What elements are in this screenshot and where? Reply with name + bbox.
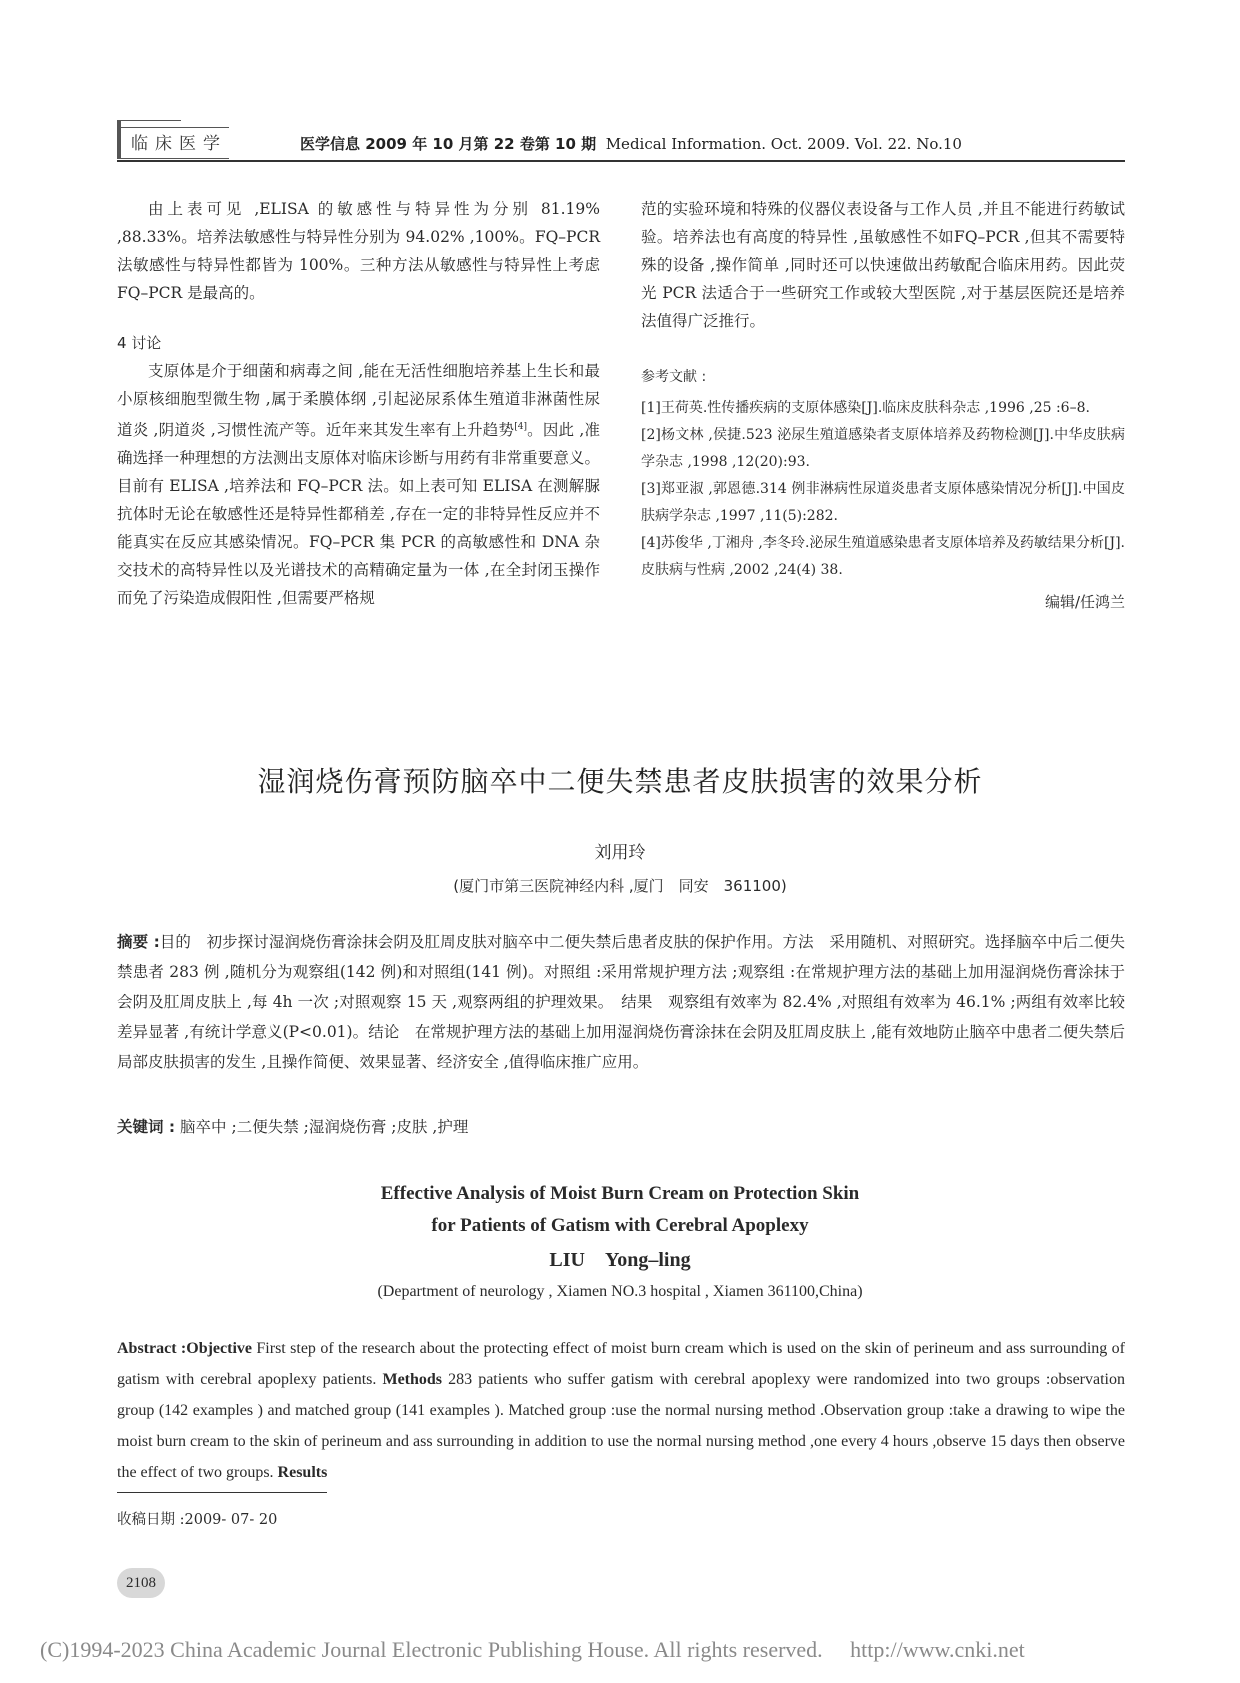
keywords-label: 关键词 : xyxy=(117,1118,176,1136)
copyright-notice: (C)1994-2023 China Academic Journal Electronic Publishing House. All rights reserved. http://www.cnki.net xyxy=(40,1637,1025,1662)
prev-article-left-column xyxy=(117,195,600,612)
abstract-en-label: Abstract :Objective xyxy=(117,1340,253,1357)
editor-credit: 编辑/任鸿兰 xyxy=(1044,593,1125,611)
article-title-en xyxy=(0,1178,1240,1242)
author-cn: 刘用玲 xyxy=(594,843,646,863)
prev-article-right-column xyxy=(641,195,1125,616)
results-paragraph: 由上表可见 ,ELISA 的敏感性与特异性为分别 81.19% ,88.33%。培养法敏感性与特异性分别为 94.02% ,100%。FQ–PCR 法敏感性与特异性都皆为 100%。三种方法从敏感性与特异性上考虑 FQ–PCR 是最高的。 xyxy=(117,200,600,302)
discussion-paragraph-cont: 范的实验环境和特殊的仪器仪表设备与工作人员 ,并且不能进行药敏试验。培养法也有高度的特异性 ,虽敏感性不如FQ–PCR ,但其不需要特殊的设备 ,操作简单 ,同时还可以快速做出药敏配合临床用药。因此荧光 PCR 法适合于一些研究工作或较大型医院 ,对于基层医院还是培养法值得广泛推行。 xyxy=(641,200,1125,330)
reference-item: [4]苏俊华 ,丁湘舟 ,李冬玲.泌尿生殖道感染患者支原体培养及药敏结果分析[J].皮肤病与性病 ,2002 ,24(4) 38. xyxy=(641,535,1125,578)
discussion-text: 支原体是介于细菌和病毒之间 ,能在无活性细胞培养基上生长和最小原核细胞型微生物 ,属于柔膜体纲 ,引起泌尿系体生殖道非淋菌性尿道炎 ,阴道炎 ,习惯性流产等。近年来其发生率有上升趋势 xyxy=(117,362,600,440)
affiliation-en: (Department of neurology , Xiamen NO.3 hospital , Xiamen 361100,China) xyxy=(377,1283,863,1300)
references-list xyxy=(641,395,1125,584)
affiliation-cn: (厦门市第三医院神经内科 ,厦门 同安 361100) xyxy=(453,877,787,895)
author-en: LIU Yong–ling xyxy=(549,1249,691,1271)
header-rule xyxy=(117,160,1125,162)
abstract-label: 摘要 : xyxy=(117,933,160,951)
title-en-line-1: Effective Analysis of Moist Burn Cream on Protection Skin xyxy=(380,1183,860,1204)
page-number: 2108 xyxy=(117,1568,165,1598)
abstract-cn-text: 目的 初步探讨湿润烧伤膏涂抹会阴及肛周皮肤对脑卒中二便失禁后患者皮肤的保护作用。方法 采用随机、对照研究。选择脑卒中后二便失禁患者 283 例 ,随机分为观察组(142 例)和对照组(141 例)。对照组 :采用常规护理方法 ;观察组 :在常规护理方法的基础上加用湿润烧伤膏涂抹于会阴及肛周皮肤上 ,每 4h 一次 ;对照观察 15 天 ,观察两组的护理效果。 结果 观察组有效率为 82.4% ,对照组有效率为 46.1% ;两组有效率比较差异显著 ,有统计学意义(P<0.01)。结论 在常规护理方法的基础上加用湿润烧伤膏涂抹在会阴及肛周皮肤上 ,能有效地防止脑卒中患者二便失禁后局部皮肤损害的发生 ,且操作简便、效果显著、经济安全 ,值得临床推广应用。 xyxy=(117,933,1125,1071)
results-label: Results xyxy=(277,1464,328,1481)
journal-citation xyxy=(300,133,962,154)
reference-item: [1]王荷英.性传播疾病的支原体感染[J].临床皮肤科杂志 ,1996 ,25 :6–8. xyxy=(641,400,1090,416)
article-title-cn: 湿润烧伤膏预防脑卒中二便失禁患者皮肤损害的效果分析 xyxy=(257,765,983,798)
reference-item: [3]郑亚淑 ,郭恩德.314 例非淋病性尿道炎患者支原体感染情况分析[J].中国皮肤病学杂志 ,1997 ,11(5):282. xyxy=(641,481,1125,524)
abstract-en-methods: 283 patients who suffer gatism with cerebral apoplexy were randomized into two groups :observation group (142 examples ) and matched group (141 examples ). Matched group :use the normal nursing method .Observation group :take a drawing to wipe the moist burn cream to the skin of perineum and ass surrounding in addition to use the normal nursing method ,one every 4 hours ,observe 15 days then observe the effect of two groups. xyxy=(117,1371,1125,1481)
methods-label: Methods xyxy=(382,1371,443,1388)
references-heading: 参考文献 : xyxy=(641,369,707,385)
citation-marker: [4] xyxy=(514,422,527,432)
keywords xyxy=(117,1115,1125,1137)
journal-citation-cn: 医学信息 2009 年 10 月第 22 卷第 10 期 xyxy=(300,135,597,153)
footnote-rule xyxy=(117,1492,327,1493)
discussion-paragraph xyxy=(117,357,600,612)
discussion-heading: 4 讨论 xyxy=(117,334,162,352)
received-date: 收稿日期 :2009- 07- 20 xyxy=(117,1512,278,1528)
abstract-en-objective: First step of the research about the protecting effect of moist burn cream which is used on the skin of perineum and ass surrounding of gatism with cerebral apoplexy patients. xyxy=(117,1340,1125,1388)
section-tag: 临床医学 xyxy=(117,127,229,159)
discussion-text-cont: 。因此 ,准确选择一种理想的方法测出支原体对临床诊断与用药有非常重要意义。目前有 ELISA ,培养法和 FQ–PCR 法。如上表可知 ELISA 在测解脲抗体时无论在敏感性还是特异性都稍差 ,存在一定的非特异性反应并不能真实在反应其感染情况。FQ–PCR 集 PCR 的高敏感性和 DNA 杂交技术的高特异性以及光谱技术的高精确定量为一体 ,在全封闭玉操作而免了污染造成假阳性 ,但需要严格规 xyxy=(117,421,601,608)
abstract-en xyxy=(117,1333,1125,1488)
reference-item: [2]杨文林 ,侯捷.523 泌尿生殖道感染者支原体培养及药物检测[J].中华皮肤病学杂志 ,1998 ,12(20):93. xyxy=(641,427,1125,470)
journal-citation-en: Medical Information. Oct. 2009. Vol. 22. No.10 xyxy=(605,135,962,153)
title-en-line-2: for Patients of Gatism with Cerebral Apoplexy xyxy=(431,1215,809,1236)
abstract-cn xyxy=(117,927,1125,1077)
keywords-text: 脑卒中 ;二便失禁 ;湿润烧伤膏 ;皮肤 ,护理 xyxy=(180,1118,469,1136)
